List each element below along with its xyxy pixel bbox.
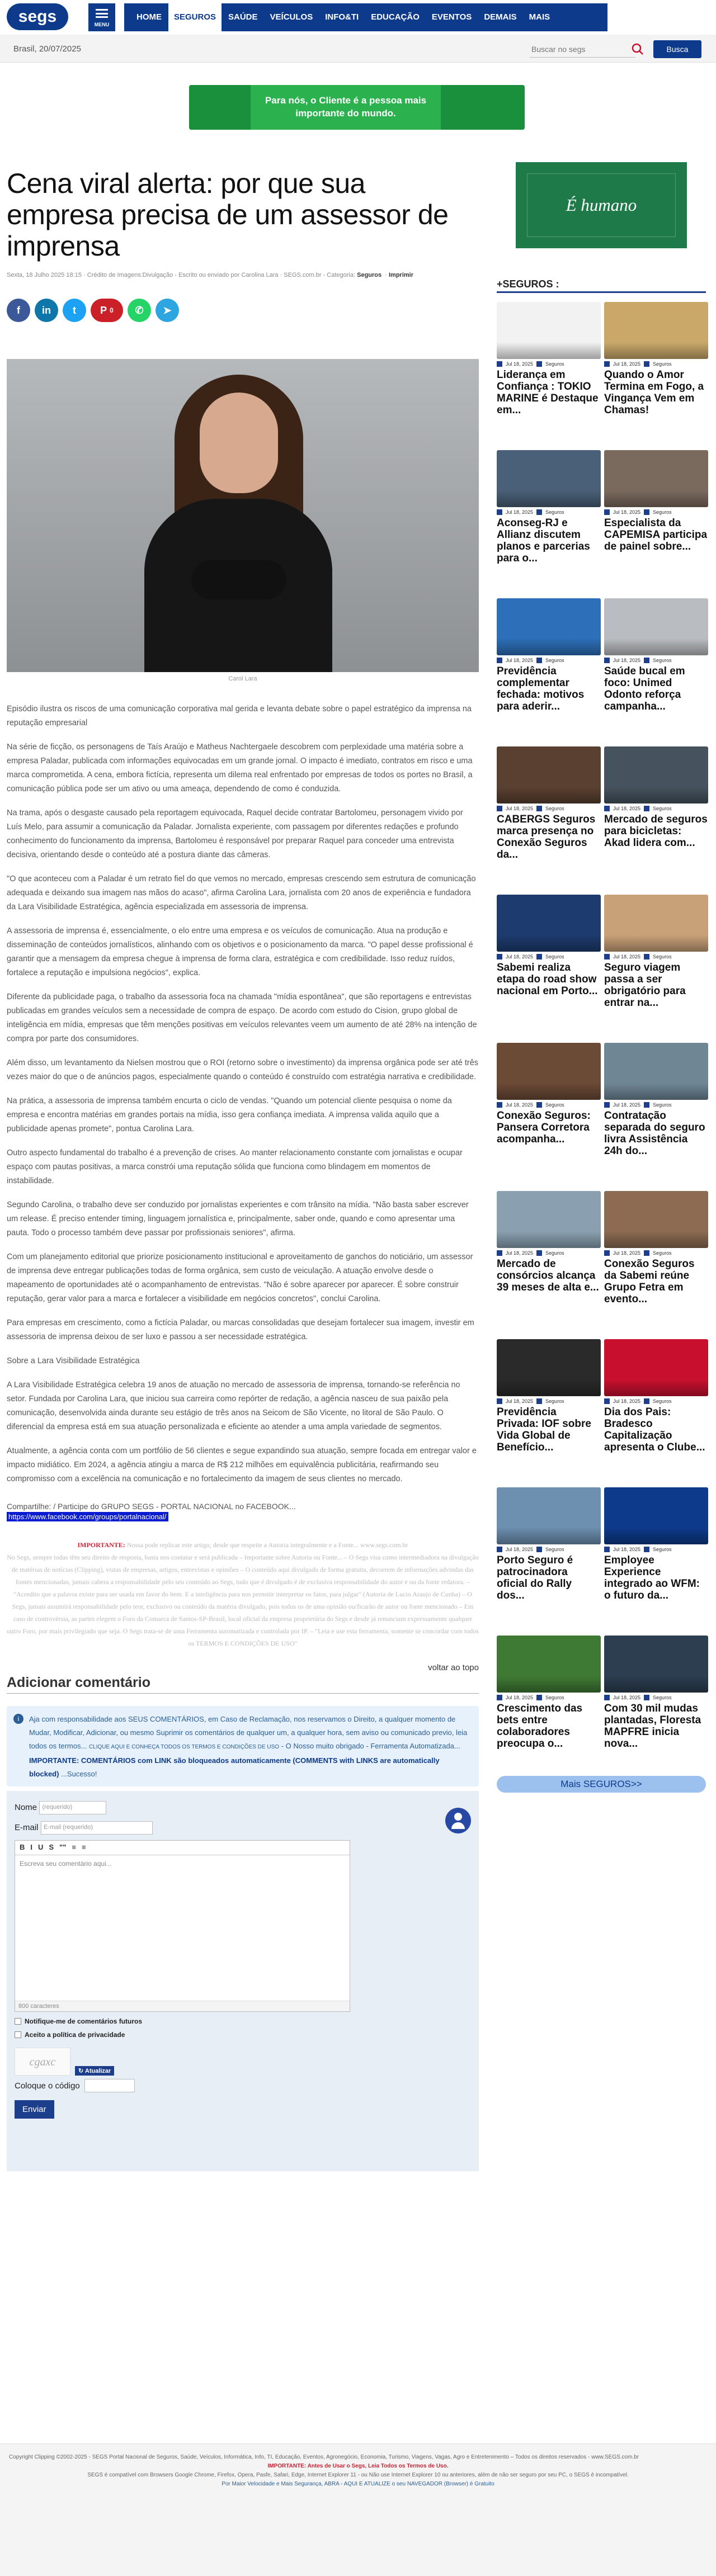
comment-textarea[interactable]: Escreva seu comentário aqui... <box>20 1860 112 1868</box>
folder-icon <box>536 1398 542 1404</box>
more-seguros-button[interactable]: Mais SEGUROS>> <box>497 1776 706 1793</box>
sidebar-news-card[interactable] <box>497 895 601 1020</box>
card-category[interactable]: Seguros <box>653 1547 672 1552</box>
card-meta <box>497 806 601 811</box>
card-headline[interactable]: Conexão Seguros: Pansera Corretora acompanha... <box>497 1110 591 1145</box>
card-date: Jul 18, 2025 <box>613 1695 641 1700</box>
nav-item-8[interactable]: MAIS <box>529 12 550 22</box>
card-date: Jul 18, 2025 <box>506 1102 534 1108</box>
card-category[interactable]: Seguros <box>653 509 672 515</box>
card-headline[interactable]: Mercado de seguros para bicicletas: Akad lidera com... <box>604 814 708 849</box>
banner-person-right <box>441 85 525 130</box>
card-meta <box>497 658 601 663</box>
card-meta <box>497 509 601 515</box>
calendar-icon <box>604 1250 610 1256</box>
meta-category[interactable]: Seguros <box>357 272 382 278</box>
card-meta <box>497 1102 601 1108</box>
calendar-icon <box>497 361 502 367</box>
card-date: Jul 18, 2025 <box>506 1547 534 1552</box>
card-thumbnail[interactable] <box>497 1636 601 1693</box>
sidebar-news-card[interactable] <box>604 450 708 576</box>
folder-icon <box>536 658 542 663</box>
calendar-icon <box>604 954 610 959</box>
comment-form <box>7 1791 479 2171</box>
sidebar-news-card[interactable] <box>497 450 601 576</box>
sidebar-news-card[interactable] <box>497 1636 601 1761</box>
calendar-icon <box>497 1695 502 1700</box>
card-thumbnail[interactable] <box>497 1339 601 1396</box>
top-banner-ad[interactable] <box>189 85 525 130</box>
hamburger-icon <box>96 9 108 18</box>
telegram-icon[interactable]: ➤ <box>156 299 179 322</box>
editor-tool-button[interactable]: ≡ <box>72 1843 76 1851</box>
back-to-top-link[interactable]: voltar ao topo <box>428 1663 479 1672</box>
card-meta <box>604 509 708 515</box>
article-paragraph: Episódio ilustra os riscos de uma comunicação corporativa mal gerida e levanta debate sobre o papel estratégico da imprensa na reputação empresarial <box>7 705 472 727</box>
disclaimer-important: IMPORTANTE: <box>77 1541 125 1549</box>
sidebar-title: +SEGUROS : <box>497 278 706 293</box>
card-headline[interactable]: Aconseg-RJ e Allianz discutem planos e parcerias para o... <box>497 517 590 564</box>
card-date: Jul 18, 2025 <box>613 954 641 959</box>
sub-bar <box>0 35 716 63</box>
card-headline[interactable]: CABERGS Seguros marca presença no Conexão Seguros da... <box>497 814 596 861</box>
linkedin-icon[interactable]: in <box>35 299 58 322</box>
card-category[interactable]: Seguros <box>653 1250 672 1256</box>
card-thumbnail[interactable] <box>497 598 601 655</box>
captcha-code-field[interactable] <box>84 2079 135 2092</box>
sidebar-news-card[interactable] <box>604 1487 708 1613</box>
article-paragraph: Para empresas em crescimento, como a fictícia Paladar, ou marcas consolidadas que desejam fortalecer sua imagem, investir em assessoria de imprensa deixou de ser luxo e passou a ser necessidade estratégica. <box>7 1318 474 1341</box>
article-paragraph: Na trama, após o desgaste causado pela reportagem equivocada, Raquel decide contratar Bartolomeu, personagem vivido por Luís Melo, para assumir a comunicação da Paladar. Jornalista experiente, com passagem por diferentes redações e profundo conhecimento do funcionamento da imprensa, Bartolomeu é responsável por preparar Raquel para conceder uma entrevista decisiva, orientando desde o conteúdo até a postura diante das câmeras. <box>7 809 463 859</box>
article-paragraph: Sobre a Lara Visibilidade Estratégica <box>7 1356 140 1365</box>
card-meta <box>604 1102 708 1108</box>
card-category[interactable]: Seguros <box>545 1250 564 1256</box>
card-thumbnail[interactable] <box>604 302 708 359</box>
card-meta <box>604 658 708 663</box>
article-meta: Sexta, 18 Julho 2025 18:15 · Crédito de Imagens:Divulgação - Escrito ou enviado por Carolina Lara · SEGS.com.br - Categoria: Seguros · Imprimir <box>7 272 413 278</box>
comments-notice <box>7 1706 479 1786</box>
article-paragraph: Atualmente, a agência conta com um portfólio de 56 clientes e segue expandindo sua atuação, sempre focada em entregar valor e impacto midiático. Em 2024, a agência atingiu a marca de R$ 212 milhões em equivalência publicitária, reafirmando seu compromisso com a excelência na comunicação e no fortalecimento da imagem de seus clientes no mercado. <box>7 1447 477 1483</box>
nav-item-4[interactable]: INFO&TI <box>325 12 359 22</box>
calendar-icon <box>497 806 502 811</box>
editor-toolbar <box>15 1841 350 1855</box>
article-hero-image <box>7 359 479 672</box>
notice-terms-link[interactable]: CLIQUE AQUI E CONHEÇA TODOS OS TERMOS E CONDIÇÕES DE USO <box>88 1744 280 1750</box>
notice-text-a: Aja com responsabilidade aos SEUS COMENTÁRIOS, em Caso de Reclamação, nos reservamos o Direito, a qualquer momento de Mudar, Modificar, Adicionar, ou mesmo Suprimir os comentários de qualquer um, a qualquer hora, sem aviso ou comunicado previo, leia todos os termos... <box>29 1715 468 1750</box>
card-thumbnail[interactable] <box>497 746 601 803</box>
captcha-refresh-button[interactable]: ↻ Atualizar <box>75 2066 114 2076</box>
card-thumbnail[interactable] <box>497 450 601 507</box>
folder-icon <box>644 1102 649 1108</box>
article-paragraph: A Lara Visibilidade Estratégica celebra 19 anos de atuação no mercado de assessoria de imprensa, tornando-se referência no setor. Fundada por Carolina Lara, que iniciou sua carreira como repórter de redação, a agência nasceu de sua paixão pela comunicação, desenvolvida ainda durante seu estágio de três anos na Seicom de São Vicente, no litoral de São Paulo. O diferencial da empresa está em sua atuação personalizada e eficiente ao atender a uma ampla variedade de segmentos. <box>7 1381 460 1431</box>
card-date: Jul 18, 2025 <box>506 1398 534 1404</box>
location-date: Brasil, 20/07/2025 <box>13 44 81 54</box>
card-category[interactable]: Seguros <box>545 361 564 367</box>
footer-copyright: Copyright Clipping ©2002-2025 - SEGS Portal Nacional de Seguros, Saúde, Veículos, Informática, Info, TI, Educação, Eventos, Agronegócio, Economia, Turismo, Viagens, Vagas, Agro e Entretenimento – Todos os direitos reservados - www.SEGS.com.br <box>9 2454 639 2460</box>
article-body <box>7 702 479 1486</box>
card-headline[interactable]: Contratação separada do seguro livra Assistência 24h do... <box>604 1110 705 1157</box>
captcha-image: cgaxc <box>15 2048 70 2076</box>
footer-update-link[interactable]: Por Maior Velocidade e Mais Segurança, ABRA - AQUI E ATUALIZE o seu NAVEGADOR (Browser) é Gratuito <box>222 2481 494 2487</box>
menu-button[interactable] <box>88 3 115 31</box>
sidebar-news-card[interactable] <box>497 1487 601 1613</box>
card-date: Jul 18, 2025 <box>613 658 641 663</box>
card-headline[interactable]: Especialista da CAPEMISA participa de painel sobre... <box>604 517 708 552</box>
share-buttons <box>7 299 479 322</box>
card-category[interactable]: Seguros <box>545 1695 564 1700</box>
captcha <box>15 2048 471 2076</box>
article-title: Cena viral alerta: por que sua empresa precisa de um assessor de imprensa <box>7 168 449 262</box>
print-link[interactable]: Imprimir <box>388 272 413 278</box>
nav-item-2[interactable]: SAÚDE <box>228 12 258 22</box>
article-paragraph: Na série de ficção, os personagens de Taís Araújo e Matheus Nachtergaele descobrem com perplexidade uma matéria sobre a empresa Paladar, publicada com informações equivocadas em um grande jornal. O impacto é imediato, contratos em risco e uma marca comprometida. A cena, embora fictícia, representa um dilema real enfrentado por empresas de todos os portes no Brasil, a comunicação pública pode ser um ativo ou uma ameaça, dependendo de como é conduzida. <box>7 743 473 793</box>
banner-text: Para nós, o Cliente é a pessoa mais importante do mundo. <box>265 95 427 119</box>
facebook-group-link[interactable]: https://www.facebook.com/groups/portalnacional/ <box>7 1512 168 1521</box>
card-date: Jul 18, 2025 <box>613 1250 641 1256</box>
card-category[interactable]: Seguros <box>653 1398 672 1404</box>
calendar-icon <box>604 361 610 367</box>
search-input[interactable] <box>529 41 635 58</box>
char-count: 800 caracteres <box>15 2001 350 2011</box>
card-category[interactable]: Seguros <box>545 658 564 663</box>
card-category[interactable]: Seguros <box>653 1102 672 1108</box>
sidebar-news-card[interactable] <box>604 1043 708 1169</box>
calendar-icon <box>604 1695 610 1700</box>
card-meta <box>604 1398 708 1404</box>
footer-browser-note: SEGS é compatível com Browsers Google Chrome, Firefox, Opera, Pasfe, Safari, Edge, Internet Explorer 11 - ou Não use Internet Explorer 10 ou anteriores, além de não ser seguro por seu PC, o SEGS é incompatível. <box>87 2472 629 2478</box>
card-meta <box>497 1547 601 1552</box>
sidebar-news-card[interactable] <box>604 302 708 428</box>
folder-icon <box>536 1102 542 1108</box>
card-date: Jul 18, 2025 <box>506 1250 534 1256</box>
card-thumbnail[interactable] <box>497 895 601 952</box>
sidebar-news-card[interactable] <box>497 746 601 872</box>
card-thumbnail[interactable] <box>604 1636 708 1693</box>
nav-item-6[interactable]: EVENTOS <box>431 12 472 22</box>
article <box>7 168 479 2171</box>
card-thumbnail[interactable] <box>497 302 601 359</box>
calendar-icon <box>497 1102 502 1108</box>
card-date: Jul 18, 2025 <box>613 1547 641 1552</box>
sidebar-news-card[interactable] <box>497 1339 601 1465</box>
site-logo[interactable]: segs <box>7 3 68 30</box>
nav-item-7[interactable]: DEMAIS <box>484 12 517 22</box>
checkbox-icon <box>15 2031 21 2038</box>
main-nav <box>124 3 607 31</box>
send-button[interactable]: Enviar <box>15 2100 54 2119</box>
disclaimer-important-text: Nossa pode replicar este artigo, desde que respeite a Autoria integralmente e a Fonte... www.segs.com.br <box>126 1541 408 1549</box>
card-category[interactable]: Seguros <box>545 509 564 515</box>
card-category[interactable]: Seguros <box>653 806 672 811</box>
card-headline[interactable]: Com 30 mil mudas plantadas, Floresta MAPFRE inicia nova... <box>604 1703 701 1750</box>
editor-tool-button[interactable]: U <box>38 1843 44 1851</box>
folder-icon <box>644 806 649 811</box>
card-thumbnail[interactable] <box>604 1339 708 1396</box>
card-date: Jul 18, 2025 <box>613 509 641 515</box>
folder-icon <box>644 954 649 959</box>
pinterest-icon[interactable]: P 0 <box>91 299 123 322</box>
calendar-icon <box>604 1398 610 1404</box>
top-bar <box>0 0 716 35</box>
folder-icon <box>536 806 542 811</box>
info-icon: i <box>13 1714 23 1724</box>
folder-icon <box>536 1695 542 1700</box>
comment-editor[interactable] <box>15 1840 350 2012</box>
article-paragraph: Na prática, a assessoria de imprensa também encurta o ciclo de vendas. "Quando um potencial cliente pesquisa o nome da empresa e encontra matérias em grandes portais na mídia, isso gera confiança imediata. A imprensa valida aquilo que a publicidade apenas promete", pontua Carolina Lara. <box>7 1096 452 1133</box>
editor-tool-button[interactable]: ≡ <box>82 1843 86 1851</box>
card-date: Jul 18, 2025 <box>506 509 534 515</box>
card-thumbnail[interactable] <box>604 1191 708 1248</box>
code-label: Coloque o código <box>15 2081 80 2091</box>
card-category[interactable]: Seguros <box>545 954 564 959</box>
card-category[interactable]: Seguros <box>545 1398 564 1404</box>
name-label: Nome <box>15 1803 37 1813</box>
card-meta <box>604 1695 708 1700</box>
card-category[interactable]: Seguros <box>545 1102 564 1108</box>
notice-text-b: - O Nosso muito obrigado - Ferramenta Automatizada... <box>281 1742 460 1750</box>
calendar-icon <box>497 509 502 515</box>
sidebar-news-card[interactable] <box>604 895 708 1020</box>
article-paragraph: Com um planejamento editorial que priorize posicionamento institucional e aproveitamento de ganchos do noticiário, um assessor de imprensa deve entregar publicações todas de forma orgânica, sem custo de veiculação. A atuação envolve desde o mapeamento de oportunidades até o acompanhamento de entrevistas. "Não é sobre aparecer por aparecer. É sobre construir reputação, gerar valor para a marca e fortalecer a visibilidade em negócios concretos", conclui Carolina. <box>7 1252 473 1303</box>
facebook-icon[interactable]: f <box>7 299 30 322</box>
card-meta <box>604 954 708 959</box>
email-field[interactable]: E-mail (requerido) <box>41 1821 153 1835</box>
notice-end: ...Sucesso! <box>61 1770 97 1778</box>
notice-important: IMPORTANTE: COMENTÁRIOS com LINK são bloqueados automaticamente (COMMENTS with LINKS are automatically blocked) <box>29 1756 440 1778</box>
calendar-icon <box>497 954 502 959</box>
card-meta <box>604 361 708 367</box>
card-meta <box>497 1695 601 1700</box>
calendar-icon <box>604 658 610 663</box>
editor-tool-button[interactable]: B <box>20 1843 25 1851</box>
nav-item-3[interactable]: VEÍCULOS <box>270 12 313 22</box>
card-category[interactable]: Seguros <box>653 1695 672 1700</box>
card-date: Jul 18, 2025 <box>506 806 534 811</box>
article-paragraph: Além disso, um levantamento da Nielsen mostrou que o ROI (retorno sobre o investimento) da imprensa orgânica pode ser até três vezes maior do que o de anúncios pagos, especialmente quando o conteúdo é construído com estratégia narrativa e credibilidade. <box>7 1058 479 1081</box>
card-category[interactable]: Seguros <box>653 658 672 663</box>
footer <box>0 2443 716 2576</box>
card-meta <box>604 1250 708 1256</box>
folder-icon <box>536 361 542 367</box>
sidebar-news-card[interactable] <box>604 1339 708 1465</box>
user-avatar-icon <box>445 1808 471 1833</box>
card-meta <box>604 806 708 811</box>
card-category[interactable]: Seguros <box>653 954 672 959</box>
nav-item-1[interactable]: SEGUROS <box>168 3 222 31</box>
sidebar-news-card[interactable] <box>497 1191 601 1317</box>
article-paragraph: Segundo Carolina, o trabalho deve ser conduzido por jornalistas experientes e com trânsito na mídia. "Não basta saber escrever um release. É preciso entender timing, linguagem jornalística e, principalmente, saber onde, quando e como apresentar uma pauta. Todo o processo também deve passar por profissionais seniores", afirma. <box>7 1200 469 1237</box>
card-headline[interactable]: Seguro viagem passa a ser obrigatório para entrar na... <box>604 962 686 1009</box>
folder-icon <box>536 1547 542 1552</box>
footer-terms-link[interactable]: IMPORTANTE: Antes de Usar o Segs, Leia Todos os Termos de Uso. <box>267 2463 449 2469</box>
card-thumbnail[interactable] <box>604 895 708 952</box>
checkbox-icon <box>15 2018 21 2025</box>
card-category[interactable]: Seguros <box>545 806 564 811</box>
card-date: Jul 18, 2025 <box>613 806 641 811</box>
folder-icon <box>536 509 542 515</box>
card-date: Jul 18, 2025 <box>506 658 534 663</box>
calendar-icon <box>497 1250 502 1256</box>
folder-icon <box>644 1695 649 1700</box>
editor-tool-button[interactable]: S <box>49 1843 54 1851</box>
card-headline[interactable]: Employee Experience integrado ao WFM: o futuro da... <box>604 1554 700 1601</box>
email-label: E-mail <box>15 1823 39 1833</box>
calendar-icon <box>497 1398 502 1404</box>
disclaimer-body: No Segs, sempre todas têm seu direito de resposta, basta nos contatar e será publicada – Importante sobre Autoria ou Fonte... – O Segs visa como intermediadora na divulgação de matérias de notícias (Clipping), vistas de empresas, artigos, entrevistas e opiniões – O conteúdo aqui divulgado de forma gratuita, decorrem de informações advindas das fontes mencionadas, jamais cabera a responsabilidade pelo seu conteúdo ao Segs, tudo que é divulgado é de exclusiva responsabilidade do autor e ou da fonte redatora. – "Acredito que a palavra existe para ser usada em favor do bem. E a inteligência para nos permitir interpretar os fatos, para julgar" (Autoria de Lucio Araujo de Cunha) – O Segs, jamais assumirá responsabilidade pelo teor, exclusivo ou conteúdo da matéria divulgado, pois todos os de uma opinião ou/ficarão de autor ou fonte mencionado – Em caso de controvérsia, as partes elegem o Foro da Comarca de Santos-SP-Brasil, local oficial da empresa proprietária do Segs e desde já renunciam expressamente qualquer outro Foro, por mais privilegiado que seja. O Segs trata-se de uma Ferramenta automatizada e controlada por IP. – "Leia e use esta ferramenta, somente se concordar com todos os <box>7 1553 479 1647</box>
disclaimer <box>7 1539 479 1649</box>
card-headline[interactable]: Porto Seguro é patrocinadora oficial do Rally dos... <box>497 1554 573 1601</box>
sidebar-news-card[interactable] <box>604 1191 708 1317</box>
calendar-icon <box>497 1547 502 1552</box>
nav-item-0[interactable]: HOME <box>136 12 162 22</box>
card-meta <box>497 954 601 959</box>
privacy-label: Aceito a política de privacidade <box>25 2031 125 2039</box>
card-headline[interactable]: Previdência Privada: IOF sobre Vida Global de Benefício... <box>497 1406 591 1453</box>
card-meta <box>497 361 601 367</box>
name-field[interactable]: (requerido) <box>39 1801 106 1814</box>
image-caption: Carol Lara <box>228 675 257 682</box>
privacy-checkbox[interactable] <box>15 2031 471 2039</box>
article-paragraph: A assessoria de imprensa é, essencialmente, o elo entre uma empresa e os veículos de comunicação. Atua na produção e disseminação de conteúdos jornalísticos, alinhando com os objetivos e o posicionamento da marca. "O papel desse profissional é garantir que a mensagem da empresa chegue à imprensa de forma clara, estratégica e com credibilidade. Isso reduz ruídos, fortalece a reputação e impulsiona negócios", explica. <box>7 927 473 977</box>
menu-label: MENU <box>94 22 110 27</box>
sidebar-news-card[interactable] <box>604 1636 708 1761</box>
sidebar-news-card[interactable] <box>497 598 601 724</box>
card-thumbnail[interactable] <box>497 1487 601 1544</box>
card-headline[interactable]: Liderança em Confiança : TOKIO MARINE é Destaque em... <box>497 369 599 416</box>
card-thumbnail[interactable] <box>604 450 708 507</box>
pinterest-count: 0 <box>110 306 114 314</box>
folder-icon <box>644 658 649 663</box>
card-thumbnail[interactable] <box>604 1487 708 1544</box>
meta-text: Sexta, 18 Julho 2025 18:15 · Crédito de Imagens:Divulgação - Escrito ou enviado por Carolina Lara · SEGS.com.br - Categoria: <box>7 272 356 278</box>
folder-icon <box>536 954 542 959</box>
card-date: Jul 18, 2025 <box>506 954 534 959</box>
sidebar-news-card[interactable] <box>497 1043 601 1169</box>
card-category[interactable]: Seguros <box>545 1547 564 1552</box>
article-paragraph: Diferente da publicidade paga, o trabalho da assessoria foca na chamada "mídia espontânea", que são reportagens e entrevistas publicadas em grandes veículos sem a necessidade de compra de espaço. De acordo com estudo do Cision, grupo global de inteligência em mídia, empresas que têm menções positivas em veículos relevantes veem um aumento de até 28% na intenção de compra por parte dos consumidores. <box>7 992 477 1043</box>
card-date: Jul 18, 2025 <box>506 1695 534 1700</box>
card-headline[interactable]: Conexão Seguros da Sabemi reúne Grupo Fetra em evento... <box>604 1258 695 1305</box>
calendar-icon <box>604 806 610 811</box>
calendar-icon <box>604 1547 610 1552</box>
card-thumbnail[interactable] <box>604 598 708 655</box>
twitter-icon[interactable]: t <box>63 299 86 322</box>
card-date: Jul 18, 2025 <box>613 361 641 367</box>
card-headline[interactable]: Previdência complementar fechada: motivos para aderir... <box>497 665 585 712</box>
calendar-icon <box>604 1102 610 1108</box>
card-meta <box>497 1398 601 1404</box>
card-meta <box>497 1250 601 1256</box>
share-line: Compartilhe: / Participe do GRUPO SEGS - PORTAL NACIONAL no FACEBOOK... <box>7 1502 296 1511</box>
folder-icon <box>644 1398 649 1404</box>
nav-item-5[interactable]: EDUCAÇÃO <box>371 12 420 22</box>
refresh-label: Atualizar <box>84 2068 111 2074</box>
card-headline[interactable]: Saúde bucal em foco: Unimed Odonto reforça campanha... <box>604 665 685 712</box>
card-headline[interactable]: Sabemi realiza etapa do road show nacional em Porto... <box>497 962 598 997</box>
notify-checkbox[interactable] <box>15 2017 471 2025</box>
sidebar-news-card[interactable] <box>497 302 601 428</box>
banner-person-left <box>189 85 251 130</box>
card-headline[interactable]: Mercado de consórcios alcança 39 meses de alta e... <box>497 1258 599 1293</box>
card-date: Jul 18, 2025 <box>613 1102 641 1108</box>
card-thumbnail[interactable] <box>497 1191 601 1248</box>
card-thumbnail[interactable] <box>604 746 708 803</box>
folder-icon <box>644 1250 649 1256</box>
search-button[interactable]: Busca <box>653 40 701 58</box>
comments-title: Adicionar comentário <box>7 1675 479 1694</box>
card-thumbnail[interactable] <box>497 1043 601 1100</box>
article-paragraph: Outro aspecto fundamental do trabalho é a prevenção de crises. Ao manter relacionamento constante com jornalistas e ocupar espaço com pautas positivas, a marca constrói uma reputação sólida que funciona como blindagem em momentos de instabilidade. <box>7 1148 463 1185</box>
whatsapp-icon[interactable]: ✆ <box>128 299 151 322</box>
card-headline[interactable]: Quando o Amor Termina em Fogo, a Vingança Vem em Chamas! <box>604 369 704 416</box>
card-date: Jul 18, 2025 <box>506 361 534 367</box>
folder-icon <box>536 1250 542 1256</box>
article-paragraph: "O que aconteceu com a Paladar é um retrato fiel do que vemos no mercado, empresas crescendo sem estrutura de comunicação adequada e deixando sua imagem nas mãos do acaso", afirma Carolina Lara, jornalista com 20 anos de experiência e fundadora da Lara Visibilidade Estratégica, agência especializada em assessoria de imprensa. <box>7 875 476 911</box>
calendar-icon <box>604 509 610 515</box>
folder-icon <box>644 509 649 515</box>
card-headline[interactable]: Crescimento das bets entre colaboradores preocupa o... <box>497 1703 583 1750</box>
sidebar-news-card[interactable] <box>604 746 708 872</box>
calendar-icon <box>497 658 502 663</box>
folder-icon <box>644 361 649 367</box>
card-headline[interactable]: Dia dos Pais: Bradesco Capitalização apresenta o Clube... <box>604 1406 705 1453</box>
folder-icon <box>644 1547 649 1552</box>
card-category[interactable]: Seguros <box>653 361 672 367</box>
card-thumbnail[interactable] <box>604 1043 708 1100</box>
search-icon[interactable] <box>631 42 644 56</box>
editor-tool-button[interactable]: "" <box>59 1843 67 1851</box>
card-meta <box>604 1547 708 1552</box>
card-date: Jul 18, 2025 <box>613 1398 641 1404</box>
editor-tool-button[interactable]: I <box>30 1843 33 1851</box>
disclaimer-terms[interactable]: TERMOS E CONDIÇÕES DE USO" <box>195 1639 298 1647</box>
sidebar-news-card[interactable] <box>604 598 708 724</box>
notify-label: Notifique-me de comentários futuros <box>25 2017 143 2025</box>
sidebar-ad[interactable]: É humano <box>516 162 687 248</box>
